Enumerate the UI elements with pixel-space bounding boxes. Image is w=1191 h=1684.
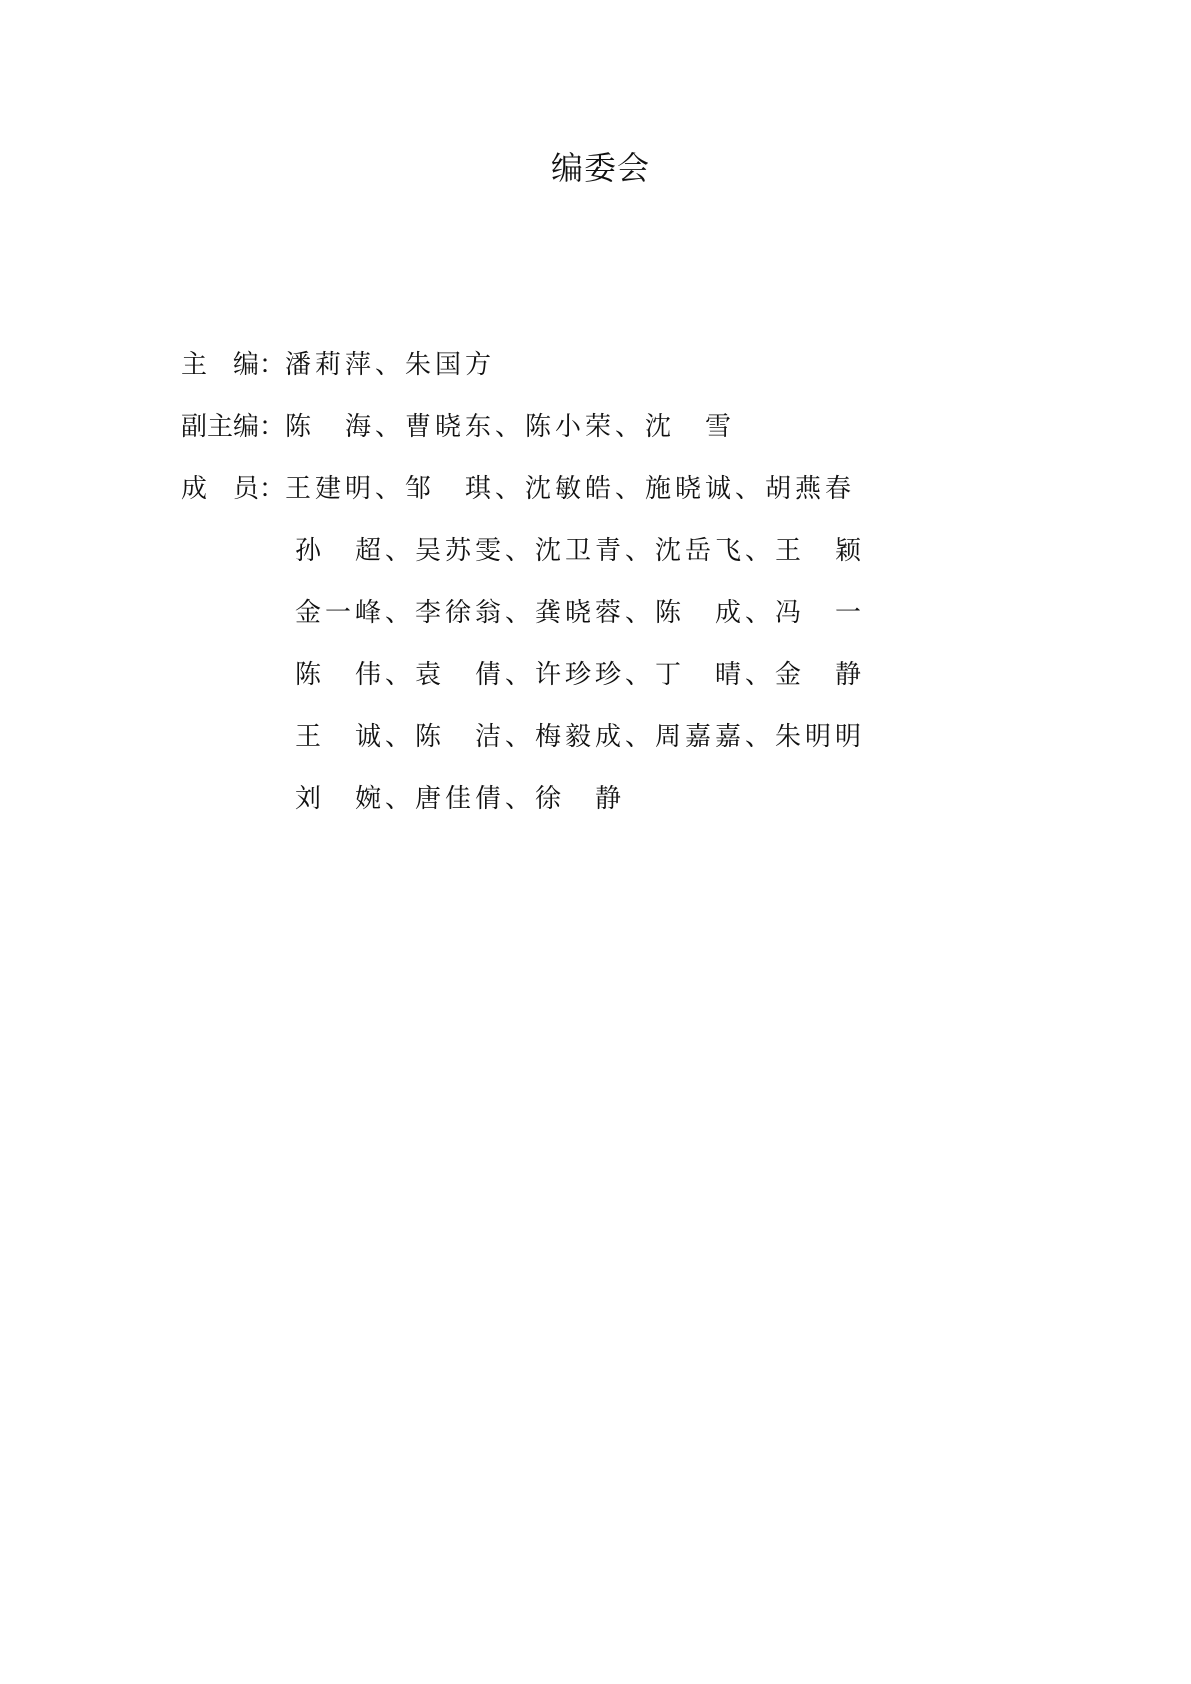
- deputy-editor-role-label: 副主编：: [181, 412, 286, 442]
- members-names-line-2: 孙 超、吴苏雯、沈卫青、沈岳飞、王 颖: [295, 536, 866, 566]
- editor-role-label: 主 编：: [181, 350, 286, 380]
- members-names-line-4: 陈 伟、袁 倩、许珍珍、丁 晴、金 静: [295, 660, 866, 690]
- deputy-editor-names: 陈 海、曹晓东、陈小荣、沈 雪: [285, 412, 736, 442]
- members-names-line-3: 金一峰、李徐翁、龚晓蓉、陈 成、冯 一: [295, 598, 866, 628]
- members-names-line-5: 王 诚、陈 洁、梅毅成、周嘉嘉、朱明明: [295, 722, 866, 752]
- editor-row: [181, 345, 495, 385]
- deputy-editor-row: [181, 407, 735, 447]
- members-names-line-1: 王建明、邹 琪、沈敏皓、施晓诚、胡燕春: [285, 474, 856, 504]
- editor-names: 潘莉萍、朱国方: [285, 350, 496, 380]
- members-role-label: 成 员：: [181, 474, 286, 504]
- members-names-line-6: 刘 婉、唐佳倩、徐 静: [295, 784, 626, 814]
- page-title: 编委会: [550, 149, 650, 187]
- members-row: [181, 469, 855, 509]
